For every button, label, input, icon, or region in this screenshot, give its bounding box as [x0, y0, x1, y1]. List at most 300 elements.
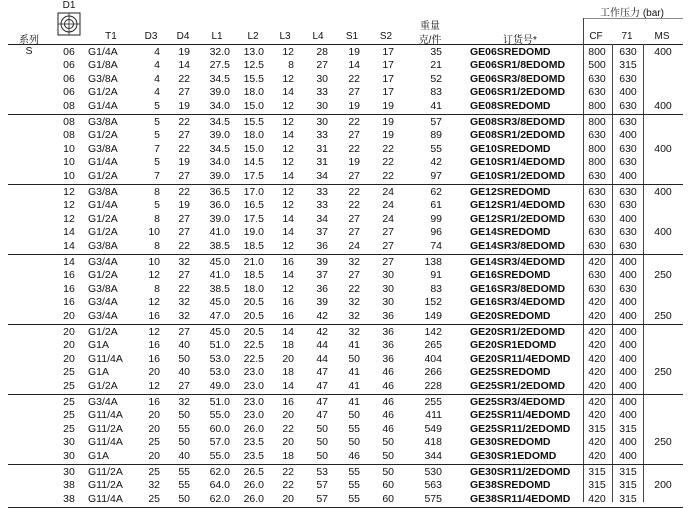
cell-l1: 39.0: [209, 129, 230, 141]
cell-order: GE08SREDOMD: [470, 99, 551, 112]
cell-d4: 22: [178, 115, 190, 128]
table-row: [0, 186, 691, 200]
cell-d1: 14: [63, 226, 75, 238]
cell-l4: 36: [316, 239, 328, 252]
cell-p71: 400: [619, 352, 637, 365]
cell-weight: 62: [430, 185, 442, 198]
cell-s1: 19: [348, 45, 360, 58]
table-row: [0, 269, 691, 283]
cell-weight: 99: [430, 212, 442, 225]
cell-l1: 53.0: [209, 352, 230, 365]
cell-ms: [646, 353, 680, 367]
group-separator: [8, 394, 683, 395]
cell-order: GE10SR1/2EDOMD: [470, 169, 566, 182]
cell-d1: 12: [63, 185, 75, 198]
cell-s1: 27: [348, 86, 360, 98]
cell-s1: 55: [348, 422, 360, 435]
cell-d1: 10: [63, 156, 75, 168]
cell-cf: 420: [588, 379, 606, 392]
cell-l3: 8: [288, 59, 294, 71]
cell-s2: 17: [382, 59, 394, 71]
group-separator: [8, 254, 683, 255]
cell-s2: 36: [382, 309, 394, 322]
group-separator: [8, 184, 683, 185]
cell-weight: 149: [424, 309, 442, 322]
cell-cf: 800: [588, 45, 606, 58]
cell-weight: 265: [424, 339, 442, 351]
cell-s1: 14: [348, 59, 360, 71]
cell-t1: G1A: [88, 366, 110, 378]
cell-order: GE16SR3/4EDOMD: [470, 296, 566, 308]
cell-d4: 27: [178, 226, 190, 238]
cell-d4: 55: [178, 465, 190, 478]
cell-ms: [646, 86, 680, 100]
cell-d4: 22: [178, 185, 190, 198]
cell-l1: 27.5: [209, 59, 230, 71]
diameter-symbol-icon: [57, 12, 81, 36]
cell-l4: 33: [316, 199, 328, 211]
table-row: [0, 170, 691, 184]
cell-s2: 19: [382, 129, 394, 141]
table-row: [0, 423, 691, 437]
cell-d1: 06: [63, 72, 75, 85]
cell-s2: 24: [382, 185, 394, 198]
group-separator: [8, 324, 683, 325]
cell-ms: 250: [654, 269, 672, 281]
cell-cf: 630: [588, 282, 606, 295]
cell-d3: 5: [154, 99, 160, 112]
header-weight: 重量: [420, 21, 440, 32]
cell-l4: 36: [316, 282, 328, 295]
cell-weight: 344: [424, 449, 442, 462]
header-l4: L4: [312, 31, 324, 42]
cell-weight: 97: [430, 169, 442, 182]
cell-l2: 22.5: [243, 352, 264, 365]
cell-p71: 400: [619, 296, 637, 308]
cell-p71: 630: [619, 199, 637, 211]
cell-d3: 20: [148, 422, 160, 435]
cell-order: GE14SR3/8EDOMD: [470, 239, 566, 252]
cell-weight: 255: [424, 395, 442, 408]
cell-l2: 20.5: [243, 309, 264, 322]
cell-d1: 14: [63, 255, 75, 268]
cell-cf: 420: [588, 409, 606, 421]
cell-l1: 41.0: [209, 226, 230, 238]
header-d3: D3: [144, 31, 158, 42]
cell-l4: 37: [316, 269, 328, 281]
cell-l2: 21.0: [243, 255, 264, 268]
cell-p71: 315: [619, 422, 637, 435]
header-weight-unit: 克/件: [418, 35, 442, 46]
cell-s1: 55: [348, 479, 360, 491]
cell-l2: 18.5: [243, 269, 264, 281]
cell-d3: 5: [154, 115, 160, 128]
cell-s2: 50: [382, 465, 394, 478]
cell-t1: G3/4A: [88, 296, 118, 308]
cell-l1: 60.0: [209, 422, 230, 435]
cell-t1: G1/2A: [88, 129, 118, 141]
cell-p71: 400: [619, 366, 637, 378]
header-71: 71: [621, 31, 633, 42]
cell-l1: 45.0: [209, 325, 230, 338]
cell-l4: 53: [316, 465, 328, 478]
cell-p71: 400: [619, 379, 637, 392]
cell-s1: 41: [348, 366, 360, 378]
cell-l1: 34.5: [209, 142, 230, 155]
table-row: [0, 46, 691, 60]
cell-d3: 8: [154, 239, 160, 252]
cell-order: GE06SR1/2EDOMD: [470, 86, 566, 98]
cell-d3: 12: [148, 269, 160, 281]
cell-l4: 44: [316, 352, 328, 365]
cell-l3: 14: [282, 269, 294, 281]
cell-l1: 34.5: [209, 72, 230, 85]
cell-s1: 32: [348, 296, 360, 308]
cell-cf: 630: [588, 185, 606, 198]
cell-cf: 630: [588, 226, 606, 238]
table-row: [0, 450, 691, 464]
cell-ms: 250: [654, 366, 672, 378]
cell-t1: G11/4A: [88, 492, 123, 505]
cell-d4: 50: [178, 492, 190, 505]
cell-l2: 23.5: [243, 449, 264, 462]
cell-s1: 27: [348, 269, 360, 281]
table-row: [0, 366, 691, 380]
cell-l3: 14: [282, 325, 294, 338]
cell-d1: 06: [63, 45, 75, 58]
cell-order: GE06SR3/8EDOMD: [470, 72, 566, 85]
cell-s2: 22: [382, 156, 394, 168]
cell-ms: [646, 339, 680, 353]
cell-p71: 630: [619, 142, 637, 155]
cell-cf: 630: [588, 269, 606, 281]
cell-s1: 27: [348, 226, 360, 238]
table-row: [0, 283, 691, 297]
cell-d1: 08: [63, 115, 75, 128]
cell-s2: 46: [382, 379, 394, 392]
cell-order: GE10SR1/4EDOMD: [470, 156, 566, 168]
header-s2: S2: [379, 31, 393, 42]
cell-cf: 420: [588, 309, 606, 322]
cell-weight: 138: [424, 255, 442, 268]
cell-l3: 14: [282, 379, 294, 392]
cell-l1: 39.0: [209, 86, 230, 98]
cell-ms: [646, 59, 680, 73]
table-row: [0, 156, 691, 170]
cell-l1: 64.0: [209, 479, 230, 491]
cell-weight: 21: [430, 59, 442, 71]
cell-weight: 152: [424, 296, 442, 308]
cell-d4: 19: [178, 45, 190, 58]
cell-cf: 630: [588, 169, 606, 182]
cell-d3: 7: [154, 169, 160, 182]
cell-l1: 34.0: [209, 99, 230, 112]
table-row: [0, 256, 691, 270]
cell-t1: G1/2A: [88, 212, 118, 225]
cell-l2: 23.0: [243, 379, 264, 392]
header-l2: L2: [247, 31, 259, 42]
cell-weight: 83: [430, 86, 442, 98]
cell-d4: 32: [178, 395, 190, 408]
cell-weight: 142: [424, 325, 442, 338]
cell-l3: 16: [282, 309, 294, 322]
cell-order: GE12SR1/4EDOMD: [470, 199, 566, 211]
table-row: [0, 466, 691, 480]
cell-weight: 91: [430, 269, 442, 281]
table-row: [0, 409, 691, 423]
cell-t1: G1/2A: [88, 86, 118, 98]
cell-ms: [646, 326, 680, 340]
cell-t1: G1/2A: [88, 379, 118, 392]
cell-l1: 34.5: [209, 115, 230, 128]
header-cf: CF: [589, 31, 603, 42]
cell-s1: 27: [348, 129, 360, 141]
cell-order: GE14SR3/4EDOMD: [470, 255, 566, 268]
cell-s2: 46: [382, 422, 394, 435]
cell-d1: 06: [63, 86, 75, 98]
cell-weight: 41: [430, 99, 442, 112]
cell-l1: 51.0: [209, 339, 230, 351]
cell-l2: 15.5: [243, 72, 264, 85]
table-row: [0, 73, 691, 87]
table-row: [0, 100, 691, 114]
cell-order: GE20SR1EDOMD: [470, 339, 557, 351]
cell-l2: 18.0: [243, 86, 264, 98]
cell-l3: 18: [282, 339, 294, 351]
cell-l4: 30: [316, 72, 328, 85]
cell-ms: [646, 423, 680, 437]
cell-l1: 53.0: [209, 366, 230, 378]
cell-s1: 24: [348, 239, 360, 252]
cell-l3: 16: [282, 296, 294, 308]
cell-order: GE20SR11/4EDOMD: [470, 352, 571, 365]
header-l3: L3: [279, 31, 291, 42]
cell-d4: 32: [178, 296, 190, 308]
table-row: [0, 116, 691, 130]
cell-d1: 25: [63, 422, 75, 435]
cell-l4: 34: [316, 212, 328, 225]
cell-s2: 30: [382, 296, 394, 308]
cell-p71: 400: [619, 169, 637, 182]
cell-s1: 55: [348, 492, 360, 505]
header-t1: T1: [105, 31, 117, 42]
cell-l4: 42: [316, 325, 328, 338]
cell-d4: 27: [178, 212, 190, 225]
cell-s1: 27: [348, 212, 360, 225]
cell-s1: 32: [348, 255, 360, 268]
cell-d3: 16: [148, 352, 160, 365]
table-header: [0, 0, 691, 44]
cell-order: GE06SR1/8EDOMD: [470, 59, 566, 71]
cell-l1: 39.0: [209, 169, 230, 182]
cell-s1: 50: [348, 352, 360, 365]
cell-p71: 400: [619, 255, 637, 268]
cell-l1: 39.0: [209, 212, 230, 225]
cell-s1: 22: [348, 72, 360, 85]
cell-order: GE12SREDOMD: [470, 185, 551, 198]
cell-d1: 08: [63, 129, 75, 141]
cell-order: GE06SREDOMD: [470, 45, 551, 58]
cell-d1: 20: [63, 339, 75, 351]
cell-l4: 34: [316, 169, 328, 182]
cell-l1: 45.0: [209, 255, 230, 268]
cell-t1: G3/8A: [88, 115, 118, 128]
cell-l1: 45.0: [209, 296, 230, 308]
cell-d3: 16: [148, 395, 160, 408]
cell-cf: 800: [588, 156, 606, 168]
cell-d3: 16: [148, 339, 160, 351]
cell-d3: 8: [154, 212, 160, 225]
cell-l3: 16: [282, 395, 294, 408]
cell-d1: 10: [63, 169, 75, 182]
cell-l1: 55.0: [209, 409, 230, 421]
cell-d4: 55: [178, 479, 190, 491]
cell-p71: 400: [619, 409, 637, 421]
cell-d4: 50: [178, 352, 190, 365]
group-separator: [8, 114, 683, 115]
cell-l1: 51.0: [209, 395, 230, 408]
cell-l3: 14: [282, 212, 294, 225]
cell-p71: 400: [619, 86, 637, 98]
cell-l4: 47: [316, 366, 328, 378]
cell-l1: 36.5: [209, 185, 230, 198]
cell-t1: G11/2A: [88, 479, 123, 491]
table-row: [0, 86, 691, 100]
cell-l4: 42: [316, 309, 328, 322]
cell-d3: 25: [148, 465, 160, 478]
cell-d3: 10: [148, 226, 160, 238]
cell-t1: G1/8A: [88, 59, 118, 71]
table-row: [0, 296, 691, 310]
table-row: [0, 143, 691, 157]
cell-l2: 14.5: [243, 156, 264, 168]
cell-l4: 44: [316, 339, 328, 351]
cell-l3: 20: [282, 492, 294, 505]
table-row: [0, 199, 691, 213]
cell-cf: 420: [588, 339, 606, 351]
cell-order: GE25SR11/4EDOMD: [470, 409, 571, 421]
cell-l1: 32.0: [209, 45, 230, 58]
header-d4: D4: [176, 31, 190, 42]
cell-p71: 630: [619, 115, 637, 128]
cell-d1: 25: [63, 366, 75, 378]
cell-d4: 19: [178, 199, 190, 211]
cell-l3: 12: [282, 199, 294, 211]
cell-l2: 22.5: [243, 339, 264, 351]
cell-s1: 22: [348, 115, 360, 128]
cell-t1: G3/8A: [88, 239, 118, 252]
cell-p71: 630: [619, 72, 637, 85]
cell-order: GE30SR11/2EDOMD: [470, 465, 571, 478]
cell-cf: 420: [588, 436, 606, 448]
cell-l3: 12: [282, 115, 294, 128]
cell-t1: G1/4A: [88, 99, 118, 112]
cell-d1: 10: [63, 142, 75, 155]
cell-p71: 630: [619, 226, 637, 238]
cell-l1: 36.0: [209, 199, 230, 211]
cell-d4: 40: [178, 449, 190, 462]
cell-cf: 800: [588, 142, 606, 155]
cell-d4: 27: [178, 325, 190, 338]
cell-s2: 17: [382, 45, 394, 58]
cell-d4: 27: [178, 169, 190, 182]
cell-d4: 27: [178, 86, 190, 98]
cell-s2: 46: [382, 395, 394, 408]
table-row: [0, 129, 691, 143]
cell-t1: G3/8A: [88, 72, 118, 85]
cell-order: GE25SR1/2EDOMD: [470, 379, 566, 392]
cell-d1: 38: [63, 479, 75, 491]
cell-d4: 32: [178, 255, 190, 268]
cell-s2: 36: [382, 352, 394, 365]
cell-d1: 14: [63, 239, 75, 252]
cell-s1: 55: [348, 465, 360, 478]
cell-d4: 50: [178, 436, 190, 448]
cell-ms: 200: [654, 479, 672, 491]
cell-order: GE16SREDOMD: [470, 269, 551, 281]
cell-l2: 23.0: [243, 366, 264, 378]
cell-cf: 630: [588, 86, 606, 98]
cell-cf: 630: [588, 239, 606, 252]
cell-s2: 17: [382, 72, 394, 85]
cell-ms: [646, 450, 680, 464]
cell-d1: 20: [63, 352, 75, 365]
cell-order: GE25SR3/4EDOMD: [470, 395, 566, 408]
cell-ms: 400: [654, 142, 672, 155]
cell-s1: 50: [348, 409, 360, 421]
cell-t1: G1/2A: [88, 269, 118, 281]
cell-cf: 315: [588, 422, 606, 435]
cell-t1: G3/8A: [88, 282, 118, 295]
cell-l2: 26.0: [243, 492, 264, 505]
cell-d3: 8: [154, 185, 160, 198]
cell-l4: 57: [316, 492, 328, 505]
cell-d4: 55: [178, 422, 190, 435]
cell-l4: 50: [316, 449, 328, 462]
cell-cf: 800: [588, 99, 606, 112]
cell-t1: G1/4A: [88, 45, 118, 58]
cell-l2: 15.0: [243, 99, 264, 112]
cell-order: GE20SR1/2EDOMD: [470, 325, 566, 338]
cell-cf: 420: [588, 366, 606, 378]
cell-s2: 30: [382, 282, 394, 295]
cell-order: GE08SR3/8EDOMD: [470, 115, 566, 128]
cell-weight: 52: [430, 72, 442, 85]
cell-d4: 19: [178, 99, 190, 112]
cell-weight: 57: [430, 115, 442, 128]
table-row: [0, 353, 691, 367]
cell-p71: 630: [619, 156, 637, 168]
cell-l2: 26.0: [243, 422, 264, 435]
cell-l3: 14: [282, 129, 294, 141]
cell-s2: 60: [382, 479, 394, 491]
cell-cf: 630: [588, 199, 606, 211]
cell-d1: 16: [63, 269, 75, 281]
cell-weight: 266: [424, 366, 442, 378]
cell-ms: [646, 116, 680, 130]
cell-l4: 30: [316, 99, 328, 112]
header-order-no: 订货号*: [503, 35, 537, 46]
cell-s1: 46: [348, 449, 360, 462]
cell-cf: 500: [588, 59, 606, 71]
table-row: [0, 396, 691, 410]
cell-s1: 22: [348, 142, 360, 155]
cell-cf: 420: [588, 449, 606, 462]
cell-s1: 27: [348, 169, 360, 182]
cell-weight: 74: [430, 239, 442, 252]
cell-l3: 12: [282, 156, 294, 168]
cell-l3: 20: [282, 352, 294, 365]
